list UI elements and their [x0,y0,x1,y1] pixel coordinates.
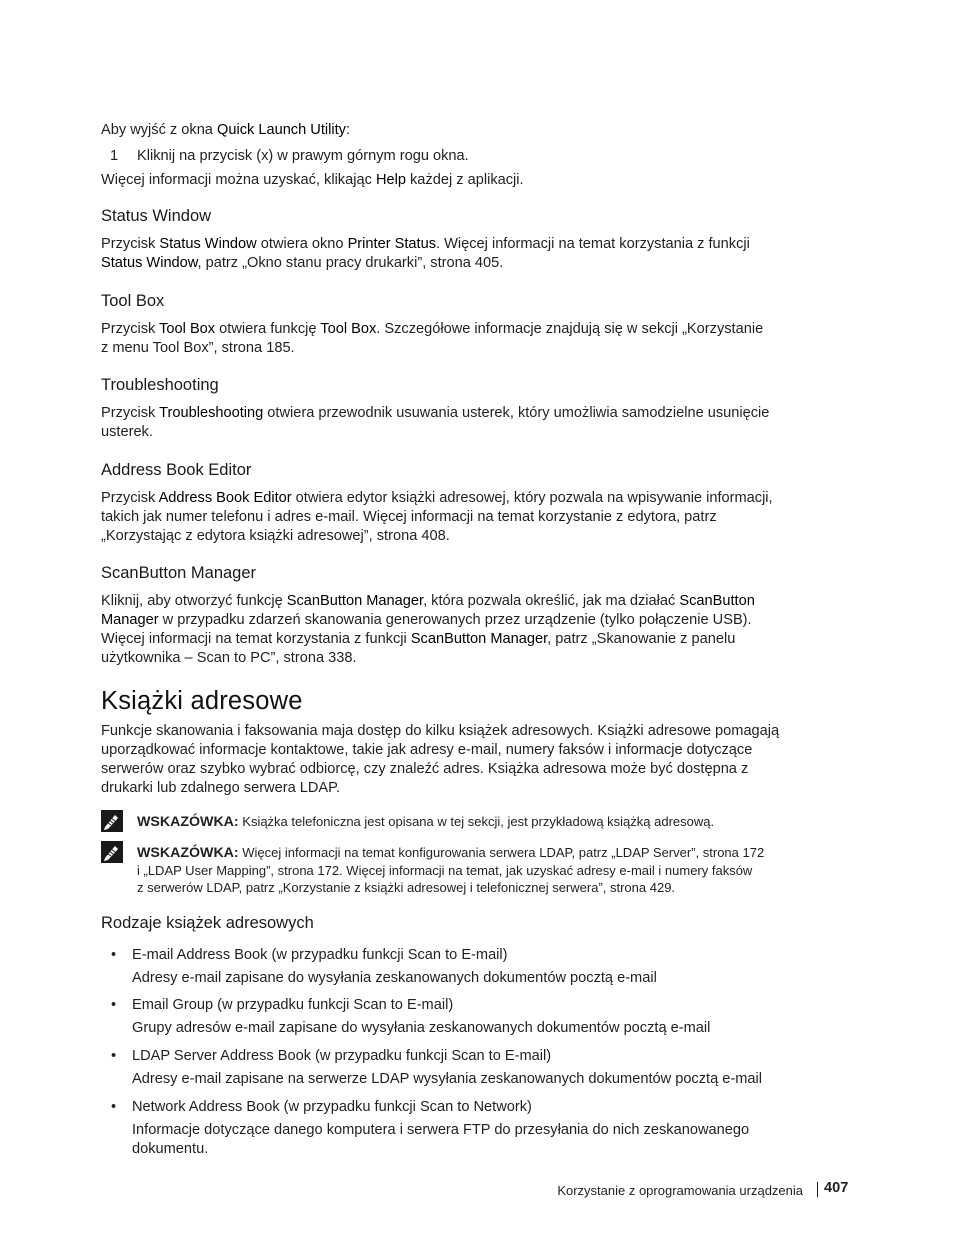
bullet-icon: • [111,947,117,963]
step-text: Kliknij na przycisk (x) w prawym górnym rogu okna. [137,148,469,164]
section-scanbutton-manager [101,563,846,668]
paragraph: Przycisk Troubleshooting otwiera przewodnik usuwania usterek, który umożliwia samodzielne usunięcie usterek. [101,405,770,440]
term: ScanButton Manager [410,631,548,647]
section-heading: Troubleshooting [101,376,219,394]
term: Status Window [159,236,257,252]
paragraph: Przycisk Address Book Editor otwiera edytor książki adresowej, który pozwala na wpisywanie informacji, takich jak numer telefonu i adres e-mail. Więcej informacji na temat korzystanie z edytora, patrz „Korzystając z edytora książki adresowej”, strona 408. [101,490,773,544]
term: ScanButton Manager [286,593,424,609]
list-item-title: E-mail Address Book (w przypadku funkcji Scan to E-mail) [132,947,508,963]
paragraph: Funkcje skanowania i faksowania maja dostęp do kilku książek adresowych. Książki adresowe pomagają uporządkować informacje kontaktowe, takie jak adresy e-mail, numery faksów i informacje dotyczące serwerów oraz szybko wybrać odbiorcę, czy znaleźć adres. Książka adresowa może być dostępna z drukarki lub zdalnego serwera LDAP. [101,723,780,796]
note-pencil-icon [101,810,123,832]
section-address-book-types [101,913,846,933]
section-address-books [101,686,846,798]
section-heading: Status Window [101,207,212,225]
page-number: 407 [824,1180,849,1196]
term-quick-launch-utility: Quick Launch Utility [216,122,346,138]
paragraph: Przycisk Tool Box otwiera funkcję Tool Box. Szczegółowe informacje znajdują się w sekcji „Korzystanie z menu Tool Box”, strona 185. [101,321,764,356]
page-footer [101,1179,853,1199]
intro-line [101,121,846,140]
term-help: Help [375,172,406,188]
note-pencil-icon [101,841,123,863]
list-item-title: Network Address Book (w przypadku funkcji Scan to Network) [132,1099,532,1115]
list-item-desc: Adresy e-mail zapisane na serwerze LDAP wysyłania zeskanowanych dokumentów pocztą e-mail [132,1071,762,1087]
term: Troubleshooting [159,405,264,421]
bullet-icon: • [111,1099,117,1115]
list-item-desc: Informacje dotyczące danego komputera i serwera FTP do przesyłania do nich zeskanowanego dokumentu. [132,1122,750,1157]
section-heading: Tool Box [101,292,165,310]
paragraph: Kliknij, aby otworzyć funkcję ScanButton Manager, która pozwala określić, jak ma działać ScanButton Manager w przypadku zdarzeń skanowania generowanych przez urządzenie (tylko połączenie USB). Więcej informacji na temat korzystania z funkcji ScanButton Manager, patrz „Skanowanie z panelu użytkownika – Scan to PC”, strona 338. [101,593,755,666]
footer-section-title: Korzystanie z oprogramowania urządzenia [557,1183,803,1198]
list-item-title: Email Group (w przypadku funkcji Scan to E-mail) [132,997,454,1013]
section-heading: Address Book Editor [101,461,252,479]
section-status-window [101,206,846,273]
text: każdej z aplikacji. [405,172,524,188]
step-item [101,147,846,166]
term: Status Window [101,255,198,271]
note-text: WSKAZÓWKA: Książka telefoniczna jest opisana w tej sekcji, jest przykładową książką adresową. [137,814,715,830]
section-heading: ScanButton Manager [101,564,257,582]
term: Manager [101,612,159,628]
list-item-title: LDAP Server Address Book (w przypadku funkcji Scan to E-mail) [132,1048,552,1064]
term: Tool Box [320,321,377,337]
note-label: WSKAZÓWKA: [137,814,239,830]
term: Address Book Editor [158,490,292,506]
note-text: WSKAZÓWKA: Więcej informacji na temat konfigurowania serwera LDAP, patrz „LDAP Server”, strona 172 i „LDAP User Mapping”, strona 172. Więcej informacji na temat, jak uzyskać adresy e-mail i numery faksów z serwerów LDAP, patrz „Korzystanie z książki adresowej i telefonicznej serwera”, strona 429. [137,845,765,895]
list-item-desc: Grupy adresów e-mail zapisane do wysyłania zeskanowanych dokumentów pocztą e-mail [132,1020,711,1036]
paragraph: Przycisk Status Window otwiera okno Printer Status. Więcej informacji na temat korzystania z funkcji Status Window, patrz „Okno stanu pracy drukarki”, strona 405. [101,236,750,271]
note-label: WSKAZÓWKA: [137,845,239,861]
section-tool-box [101,291,846,358]
list-item-desc: Adresy e-mail zapisane do wysyłania zeskanowanych dokumentów pocztą e-mail [132,970,657,986]
section-heading: Rodzaje książek adresowych [101,914,314,932]
page-heading: Książki adresowe [101,687,303,715]
text: Więcej informacji można uzyskać, klikając [101,172,376,188]
term: ScanButton [679,593,755,609]
term: Printer Status [347,236,436,252]
text: : [345,122,351,138]
intro [101,121,846,190]
bullet-icon: • [111,1048,117,1064]
help-line [101,171,846,190]
bullet-icon: • [111,997,117,1013]
section-address-book-editor [101,460,846,546]
section-troubleshooting [101,375,846,442]
step-number: 1 [110,148,119,164]
footer-divider [817,1182,818,1197]
term: Tool Box [159,321,216,337]
text: Aby wyjść z okna [101,122,217,138]
